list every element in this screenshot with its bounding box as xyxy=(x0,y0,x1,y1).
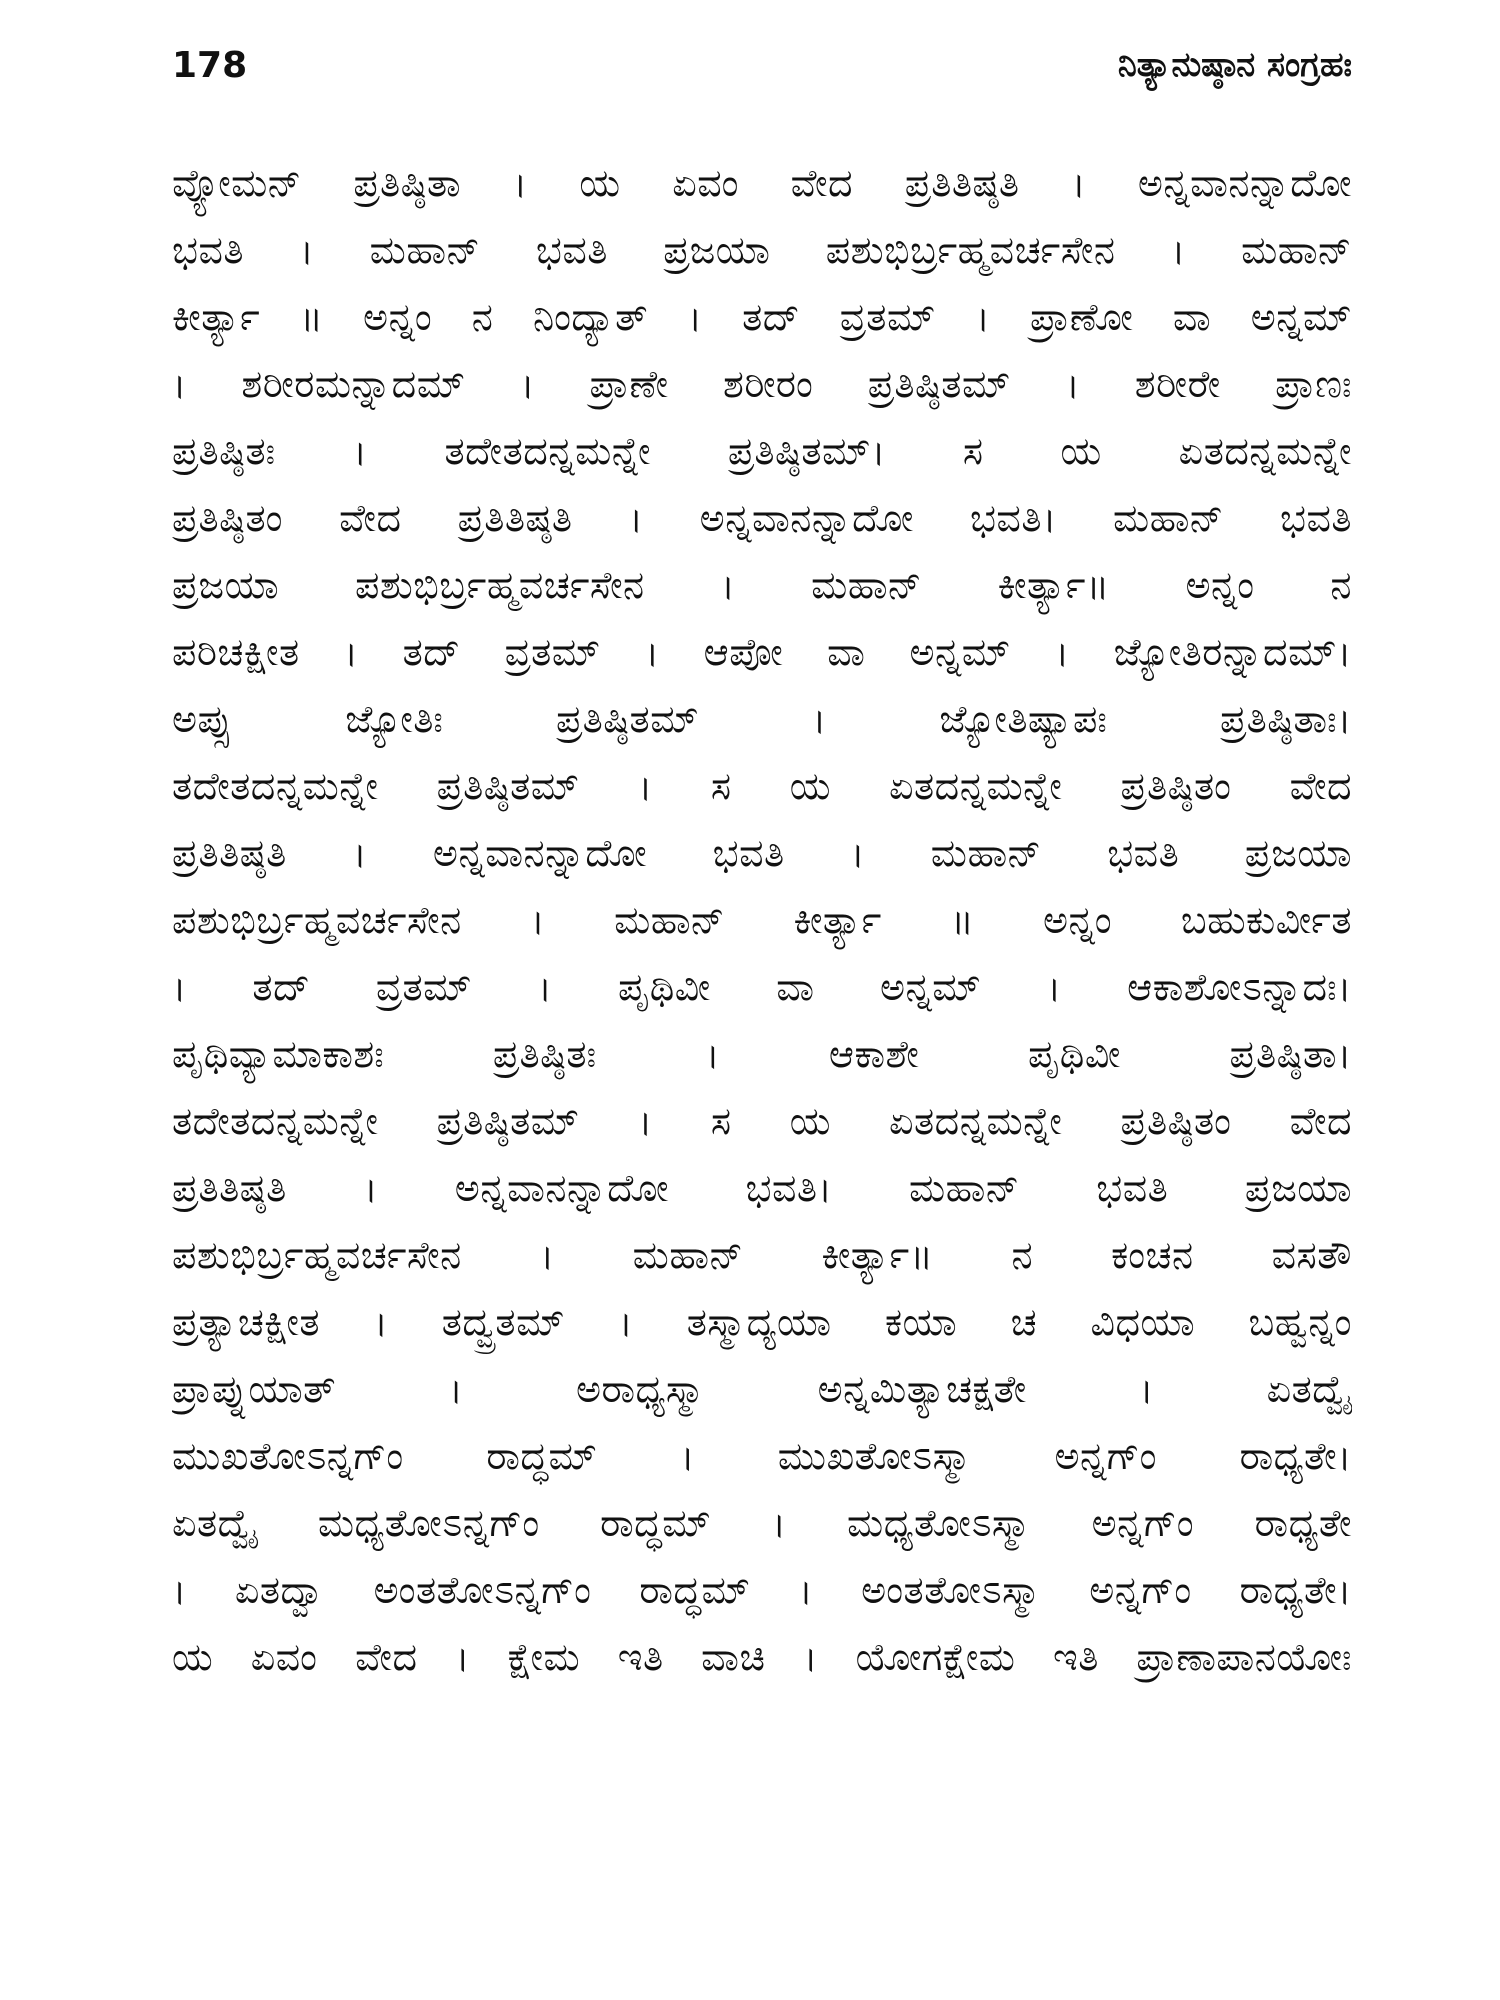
text-line: ಪಶುಭಿರ್ಬ್ರಹ್ಮವರ್ಚಸೇನ । ಮಹಾನ್ ಕೀರ್ತ್ಯಾ ॥ ಅನ್ನಂ ಬಹುಕುರ್ವೀತ xyxy=(172,898,1352,942)
text-line: ತದೇತದನ್ನಮನ್ನೇ ಪ್ರತಿಷ್ಠಿತಮ್ । ಸ ಯ ಏತದನ್ನಮನ್ನೇ ಪ್ರತಿಷ್ಠಿತಂ ವೇದ xyxy=(172,764,1352,808)
body-text xyxy=(172,150,1352,1691)
text-line: ವ್ಯೋಮನ್ ಪ್ರತಿಷ್ಠಿತಾ । ಯ ಏವಂ ವೇದ ಪ್ರತಿತಿಷ್ಠತಿ । ಅನ್ನವಾನನ್ನಾದೋ xyxy=(172,161,1352,205)
text-line: ಪ್ರತ್ಯಾಚಕ್ಷೀತ । ತದ್ವ್ರತಮ್ । ತಸ್ಮಾದ್ಯಯಾ ಕಯಾ ಚ ವಿಧಯಾ ಬಹ್ವನ್ನಂ xyxy=(172,1300,1352,1344)
text-line: ಮುಖತೋಽನ್ನಗ್ಂ ರಾದ್ಧಮ್ । ಮುಖತೋಽಸ್ಮಾ ಅನ್ನಗ್ಂ ರಾಧ್ಯತೇ। xyxy=(172,1434,1352,1478)
text-line: । ಶರೀರಮನ್ನಾದಮ್ । ಪ್ರಾಣೇ ಶರೀರಂ ಪ್ರತಿಷ್ಠಿತಮ್ । ಶರೀರೇ ಪ್ರಾಣಃ xyxy=(172,362,1352,406)
text-line: ಪ್ರತಿತಿಷ್ಠತಿ । ಅನ್ನವಾನನ್ನಾದೋ ಭವತಿ । ಮಹಾನ್ ಭವತಿ ಪ್ರಜಯಾ xyxy=(172,831,1352,875)
page-number: 178 xyxy=(172,44,248,86)
text-line: ಪರಿಚಕ್ಷೀತ । ತದ್ ವ್ರತಮ್ । ಆಪೋ ವಾ ಅನ್ನಮ್ । ಜ್ಯೋತಿರನ್ನಾದಮ್। xyxy=(172,630,1352,674)
running-title: ನಿತ್ಯಾನುಷ್ಠಾನ ಸಂಗ್ರಹಃ xyxy=(1117,45,1352,85)
text-line: ಪಶುಭಿರ್ಬ್ರಹ್ಮವರ್ಚಸೇನ । ಮಹಾನ್ ಕೀರ್ತ್ಯಾ॥ ನ ಕಂಚನ ವಸತೌ xyxy=(172,1233,1352,1277)
text-line: ತದೇತದನ್ನಮನ್ನೇ ಪ್ರತಿಷ್ಠಿತಮ್ । ಸ ಯ ಏತದನ್ನಮನ್ನೇ ಪ್ರತಿಷ್ಠಿತಂ ವೇದ xyxy=(172,1099,1352,1143)
text-line: ಭವತಿ । ಮಹಾನ್ ಭವತಿ ಪ್ರಜಯಾ ಪಶುಭಿರ್ಬ್ರಹ್ಮವರ್ಚಸೇನ । ಮಹಾನ್ xyxy=(172,228,1352,272)
text-line: ಪ್ರತಿಷ್ಠಿತಂ ವೇದ ಪ್ರತಿತಿಷ್ಠತಿ । ಅನ್ನವಾನನ್ನಾದೋ ಭವತಿ। ಮಹಾನ್ ಭವತಿ xyxy=(172,496,1352,540)
text-line: ಪ್ರಜಯಾ ಪಶುಭಿರ್ಬ್ರಹ್ಮವರ್ಚಸೇನ । ಮಹಾನ್ ಕೀರ್ತ್ಯಾ॥ ಅನ್ನಂ ನ xyxy=(172,563,1352,607)
text-line: ಪ್ರಾಪ್ನುಯಾತ್ । ಅರಾಧ್ಯಸ್ಮಾ ಅನ್ನಮಿತ್ಯಾಚಕ್ಷತೇ । ಏತದ್ವೈ xyxy=(172,1367,1352,1411)
text-line: ಏತದ್ವೈ ಮಧ್ಯತೋಽನ್ನಗ್ಂ ರಾದ್ಧಮ್ । ಮಧ್ಯತೋಽಸ್ಮಾ ಅನ್ನಗ್ಂ ರಾಧ್ಯತೇ xyxy=(172,1501,1352,1545)
text-line: । ತದ್ ವ್ರತಮ್ । ಪೃಥಿವೀ ವಾ ಅನ್ನಮ್ । ಆಕಾಶೋಽನ್ನಾದಃ। xyxy=(172,965,1352,1009)
text-line: ಕೀರ್ತ್ಯಾ ॥ ಅನ್ನಂ ನ ನಿಂದ್ಯಾತ್ । ತದ್ ವ್ರತಮ್ । ಪ್ರಾಣೋ ವಾ ಅನ್ನಮ್ xyxy=(172,295,1352,339)
text-line: ಪ್ರತಿತಿಷ್ಠತಿ । ಅನ್ನವಾನನ್ನಾದೋ ಭವತಿ। ಮಹಾನ್ ಭವತಿ ಪ್ರಜಯಾ xyxy=(172,1166,1352,1210)
text-line: । ಏತದ್ವಾ ಅಂತತೋಽನ್ನಗ್ಂ ರಾದ್ಧಮ್ । ಅಂತತೋಽಸ್ಮಾ ಅನ್ನಗ್ಂ ರಾಧ್ಯತೇ। xyxy=(172,1568,1352,1612)
text-line: ಪ್ರತಿಷ್ಠಿತಃ । ತದೇತದನ್ನಮನ್ನೇ ಪ್ರತಿಷ್ಠಿತಮ್। ಸ ಯ ಏತದನ್ನಮನ್ನೇ xyxy=(172,429,1352,473)
text-line: ಯ ಏವಂ ವೇದ । ಕ್ಷೇಮ ಇತಿ ವಾಚಿ । ಯೋಗಕ್ಷೇಮ ಇತಿ ಪ್ರಾಣಾಪಾನಯೋಃ xyxy=(172,1635,1352,1679)
text-line: ಪೃಥಿವ್ಯಾಮಾಕಾಶಃ ಪ್ರತಿಷ್ಠಿತಃ । ಆಕಾಶೇ ಪೃಥಿವೀ ಪ್ರತಿಷ್ಠಿತಾ। xyxy=(172,1032,1352,1076)
text-line: ಅಪ್ಸು ಜ್ಯೋತಿಃ ಪ್ರತಿಷ್ಠಿತಮ್ । ಜ್ಯೋತಿಷ್ಯಾಪಃ ಪ್ರತಿಷ್ಠಿತಾಃ। xyxy=(172,697,1352,741)
page-header xyxy=(172,40,1352,90)
